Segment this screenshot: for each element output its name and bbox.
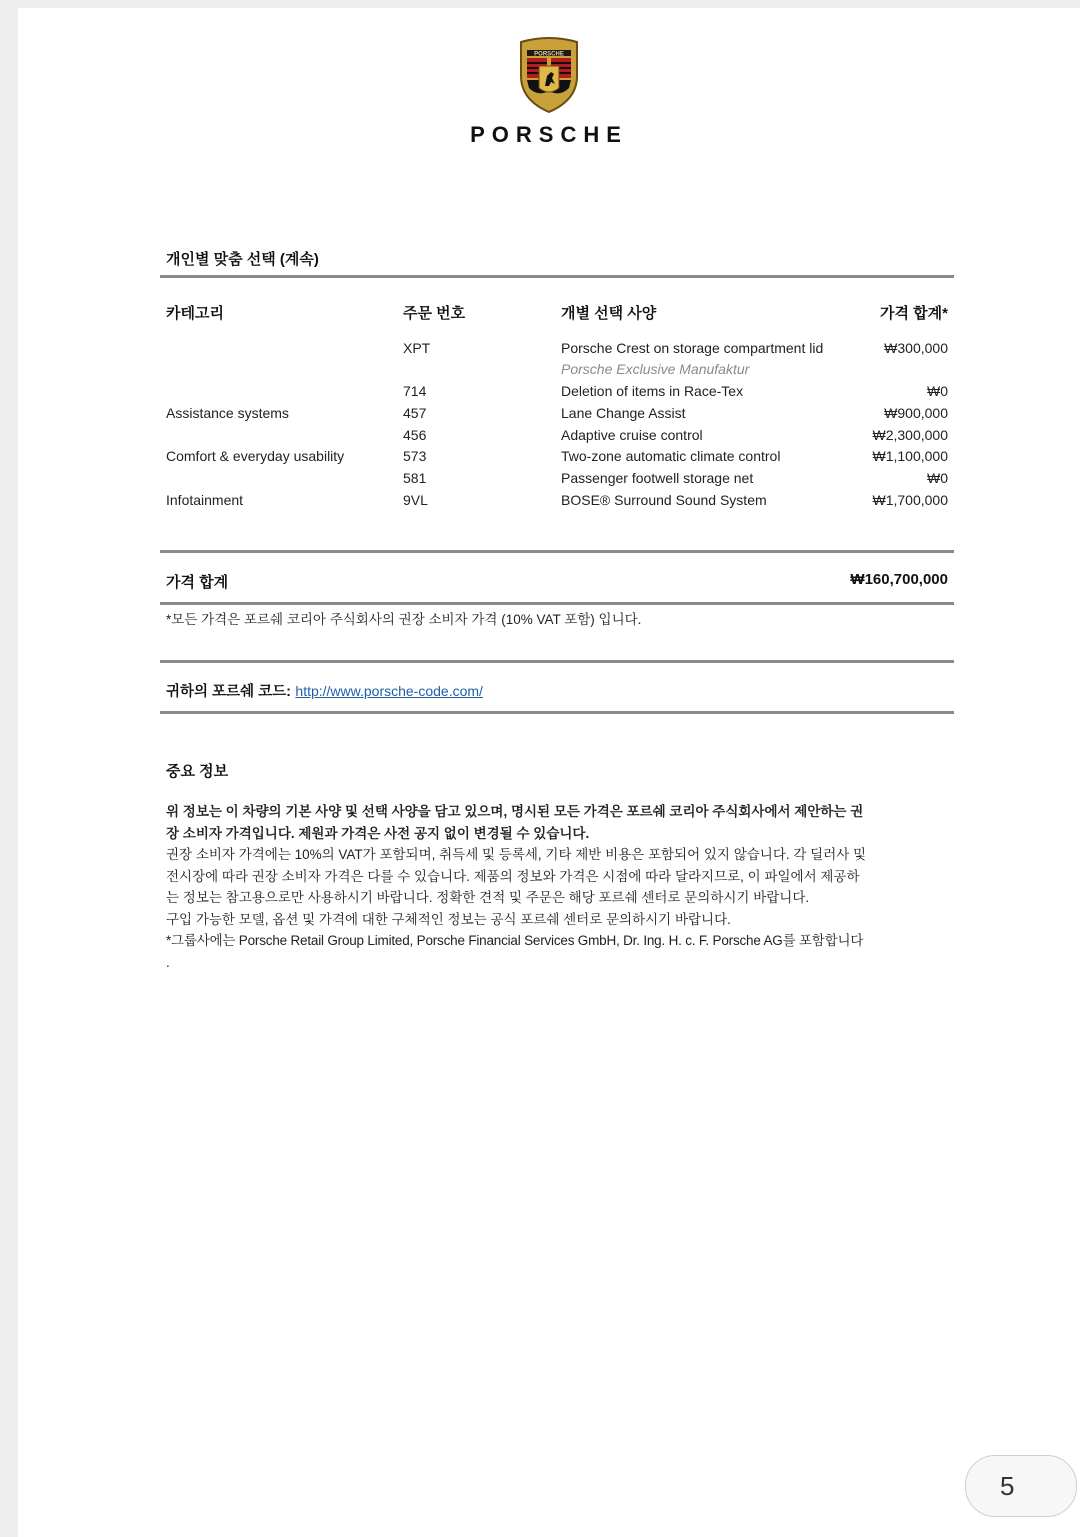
porsche-wordmark: PORSCHE [470, 122, 628, 147]
row-code: 9VL [403, 492, 428, 508]
row-code: 457 [403, 405, 427, 421]
info-line: *그룹사에는 Porsche Retail Group Limited, Porsche Financial Services GmbH, Dr. Ing. H. c. F. Porsche AG를 포함합니다 [166, 933, 864, 948]
row-code: XPT [403, 340, 431, 356]
info-title: 중요 정보 [166, 763, 229, 780]
divider [160, 660, 954, 663]
page-number: 5 [1000, 1471, 1015, 1501]
info-line: 는 정보는 참고용으로만 사용하시기 바랍니다. 정확한 견적 및 주문은 해당 포르쉐 센터로 문의하시기 바랍니다. [166, 890, 810, 905]
total-label: 가격 합계 [166, 574, 229, 591]
row-price: ₩1,700,000 [872, 492, 948, 508]
info-body [166, 801, 966, 973]
row-option: Passenger footwell storage net [561, 470, 754, 486]
row-option: Deletion of items in Race-Tex [561, 383, 744, 399]
total-value: ₩160,700,000 [850, 571, 948, 588]
row-option: BOSE® Surround Sound System [561, 492, 767, 508]
document-page [18, 8, 1080, 1537]
row-option: Two-zone automatic climate control [561, 448, 781, 464]
crest-text: PORSCHE [534, 51, 564, 58]
porsche-code-row [166, 680, 483, 701]
row-category: Assistance systems [166, 405, 289, 421]
row-price: ₩1,100,000 [872, 448, 948, 464]
row-price: ₩900,000 [884, 405, 948, 421]
section-title: 개인별 맞춤 선택 (계속) [166, 251, 319, 268]
info-line: 구입 가능한 모델, 옵션 및 가격에 대한 구체적인 정보는 공식 포르쉐 센터로 문의하시기 바랍니다. [166, 911, 731, 927]
column-header-category: 카테고리 [166, 305, 224, 322]
info-bold-line: 위 정보는 이 차량의 기본 사양 및 선택 사양을 담고 있으며, 명시된 모든 가격은 포르쉐 코리아 주식회사에서 제안하는 권 [166, 804, 864, 819]
info-line: . [166, 954, 170, 970]
row-option: Lane Change Assist [561, 405, 686, 421]
divider [160, 550, 954, 553]
row-option-subtitle: Porsche Exclusive Manufaktur [561, 361, 750, 377]
porsche-code-label: 귀하의 포르쉐 코드: [166, 684, 291, 700]
porsche-crest-icon [517, 36, 581, 114]
row-price: ₩300,000 [884, 340, 948, 356]
row-code: 573 [403, 448, 427, 464]
row-price: ₩2,300,000 [872, 427, 948, 443]
price-footnote: *모든 가격은 포르쉐 코리아 주식회사의 권장 소비자 가격 (10% VAT 포함) 입니다. [166, 612, 642, 627]
column-header-order-number: 주문 번호 [403, 305, 466, 322]
row-category: Comfort & everyday usability [166, 448, 345, 464]
row-option: Adaptive cruise control [561, 427, 703, 443]
row-code: 581 [403, 470, 427, 486]
porsche-code-link[interactable]: http://www.porsche-code.com/ [295, 683, 483, 699]
divider [160, 275, 954, 278]
row-option: Porsche Crest on storage compartment lid [561, 340, 824, 356]
column-header-option: 개별 선택 사양 [561, 305, 657, 322]
divider [160, 602, 954, 605]
page-number-badge [965, 1455, 1077, 1517]
info-bold-line: 장 소비자 가격입니다. 제원과 가격은 사전 공지 없이 변경될 수 있습니다. [166, 825, 590, 841]
row-code: 456 [403, 427, 427, 443]
divider [160, 711, 954, 714]
porsche-logo [18, 36, 1080, 148]
row-code: 714 [403, 383, 427, 399]
info-line: 권장 소비자 가격에는 10%의 VAT가 포함되며, 취득세 및 등록세, 기타 제반 비용은 포함되어 있지 않습니다. 각 딜러사 및 [166, 847, 867, 862]
row-price: ₩0 [927, 383, 948, 399]
column-header-price: 가격 합계* [880, 305, 948, 322]
row-category: Infotainment [166, 492, 244, 508]
row-price: ₩0 [927, 470, 948, 486]
info-line: 전시장에 따라 권장 소비자 가격은 다를 수 있습니다. 제품의 정보와 가격은 시점에 따라 달라지므로, 이 파일에서 제공하 [166, 868, 860, 884]
